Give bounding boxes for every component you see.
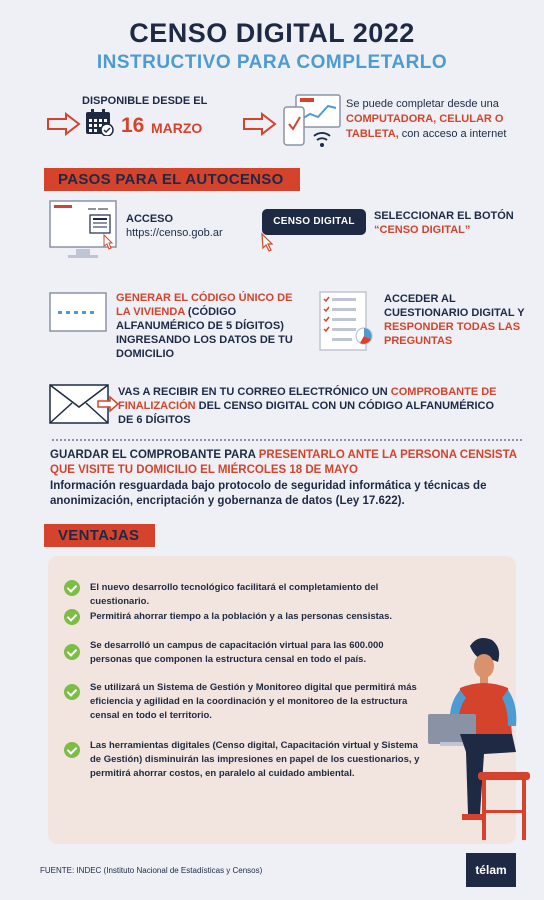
questionnaire-icon bbox=[316, 290, 376, 352]
step-select-text: SELECCIONAR EL BOTÓN bbox=[374, 210, 514, 222]
step-access-url[interactable]: https://censo.gob.ar bbox=[126, 227, 223, 239]
availability-day: 16 bbox=[121, 114, 145, 137]
step-mail-highlight: COMPROBANTE DE FINALIZACIÓN bbox=[118, 386, 497, 412]
save-instructions bbox=[50, 448, 530, 509]
devices-text-part: con acceso a internet bbox=[398, 128, 507, 140]
source-text: FUENTE: INDEC (Instituto Nacional de Estadísticas y Censos) bbox=[40, 866, 263, 875]
person-laptop-illustration bbox=[420, 634, 532, 846]
check-icon bbox=[64, 609, 80, 625]
code-field-icon bbox=[48, 291, 110, 335]
ventaja-item: Permitirá ahorrar tiempo a la población y a las personas censistas. bbox=[90, 611, 393, 622]
ventajas-header: VENTAJAS bbox=[44, 524, 155, 547]
step-access bbox=[126, 212, 256, 240]
step-select bbox=[374, 209, 534, 237]
page-subtitle: INSTRUCTIVO PARA COMPLETARLO bbox=[96, 52, 448, 73]
page-title: CENSO DIGITAL 2022 bbox=[129, 18, 415, 48]
cursor-icon bbox=[260, 232, 276, 252]
step-code-text: (CÓDIGO ALFANUMÉRICO DE 5 DÍGITOS) INGRESANDO LOS DATOS DE TU DOMICILIO bbox=[116, 306, 293, 360]
censo-digital-button[interactable]: CENSO DIGITAL bbox=[262, 209, 366, 235]
save-text: GUARDAR EL COMPROBANTE PARA bbox=[50, 449, 259, 461]
step-mail-text: VAS A RECIBIR EN TU CORREO ELECTRÓNICO UN bbox=[118, 386, 391, 398]
save-highlight: PRESENTARLO ANTE LA PERSONA CENSISTA QUE VISITE TU DOMICILIO EL MIÉRCOLES 18 DE MAYO bbox=[50, 449, 517, 476]
steps-header: PASOS PARA EL AUTOCENSO bbox=[44, 168, 300, 191]
devices-icon bbox=[282, 92, 344, 152]
step-code bbox=[116, 291, 296, 361]
step-access-label: ACCESO bbox=[126, 213, 174, 225]
arrow-right-icon bbox=[242, 112, 278, 136]
step-select-highlight: “CENSO DIGITAL” bbox=[374, 224, 471, 236]
step-code-highlight: GENERAR EL CÓDIGO ÚNICO DE LA VIVIENDA bbox=[116, 292, 293, 318]
arrow-right-icon bbox=[46, 112, 82, 136]
calendar-icon bbox=[84, 108, 114, 136]
ventaja-item: Se utilizará un Sistema de Gestión y Monitoreo digital que permitirá más eficiencia y agilidad en la coordinación y el monitoreo de la estructura censal en todo el territorio. bbox=[90, 682, 417, 721]
telam-logo: télam bbox=[466, 853, 516, 887]
availability-month: MARZO bbox=[151, 120, 203, 136]
ventaja-item: Las herramientas digitales (Censo digital, Capacitación virtual y Sistema de Gestión) disminuirán las impresiones en papel de los cuestionarios, y permitirá ahorrar costos, en paralelo al cuidado ambiental. bbox=[90, 740, 420, 779]
save-info: Información resguardada bajo protocolo de seguridad informática y técnicas de anonimización, encriptación y gobernanza de datos (Ley 17.622). bbox=[50, 480, 487, 507]
check-icon bbox=[64, 742, 80, 758]
devices-text-highlight: COMPUTADORA, CELULAR O TABLETA, bbox=[346, 113, 504, 140]
ventaja-item: El nuevo desarrollo tecnológico facilitará el completamiento del cuestionario. bbox=[90, 582, 379, 607]
ventaja-item: Se desarrolló un campus de capacitación virtual para las 600.000 personas que componen la estructura censal en todo el país. bbox=[90, 640, 384, 665]
envelope-icon bbox=[48, 383, 120, 425]
check-icon bbox=[64, 580, 80, 596]
step-mail-text: DEL CENSO DIGITAL CON UN CÓDIGO ALFANUMÉRICO DE 6 DÍGITOS bbox=[118, 400, 495, 426]
monitor-icon bbox=[48, 199, 120, 261]
check-icon bbox=[64, 684, 80, 700]
check-icon bbox=[64, 644, 80, 660]
divider bbox=[52, 439, 522, 441]
step-mail bbox=[118, 385, 498, 427]
step-questionnaire-highlight: RESPONDER TODAS LAS PREGUNTAS bbox=[384, 321, 521, 347]
devices-text-part: Se puede completar desde una bbox=[346, 98, 499, 110]
step-questionnaire-text: ACCEDER AL CUESTIONARIO DIGITAL Y bbox=[384, 293, 525, 319]
step-questionnaire bbox=[384, 292, 534, 348]
devices-text bbox=[346, 97, 536, 142]
availability-label: DISPONIBLE DESDE EL bbox=[82, 95, 208, 107]
